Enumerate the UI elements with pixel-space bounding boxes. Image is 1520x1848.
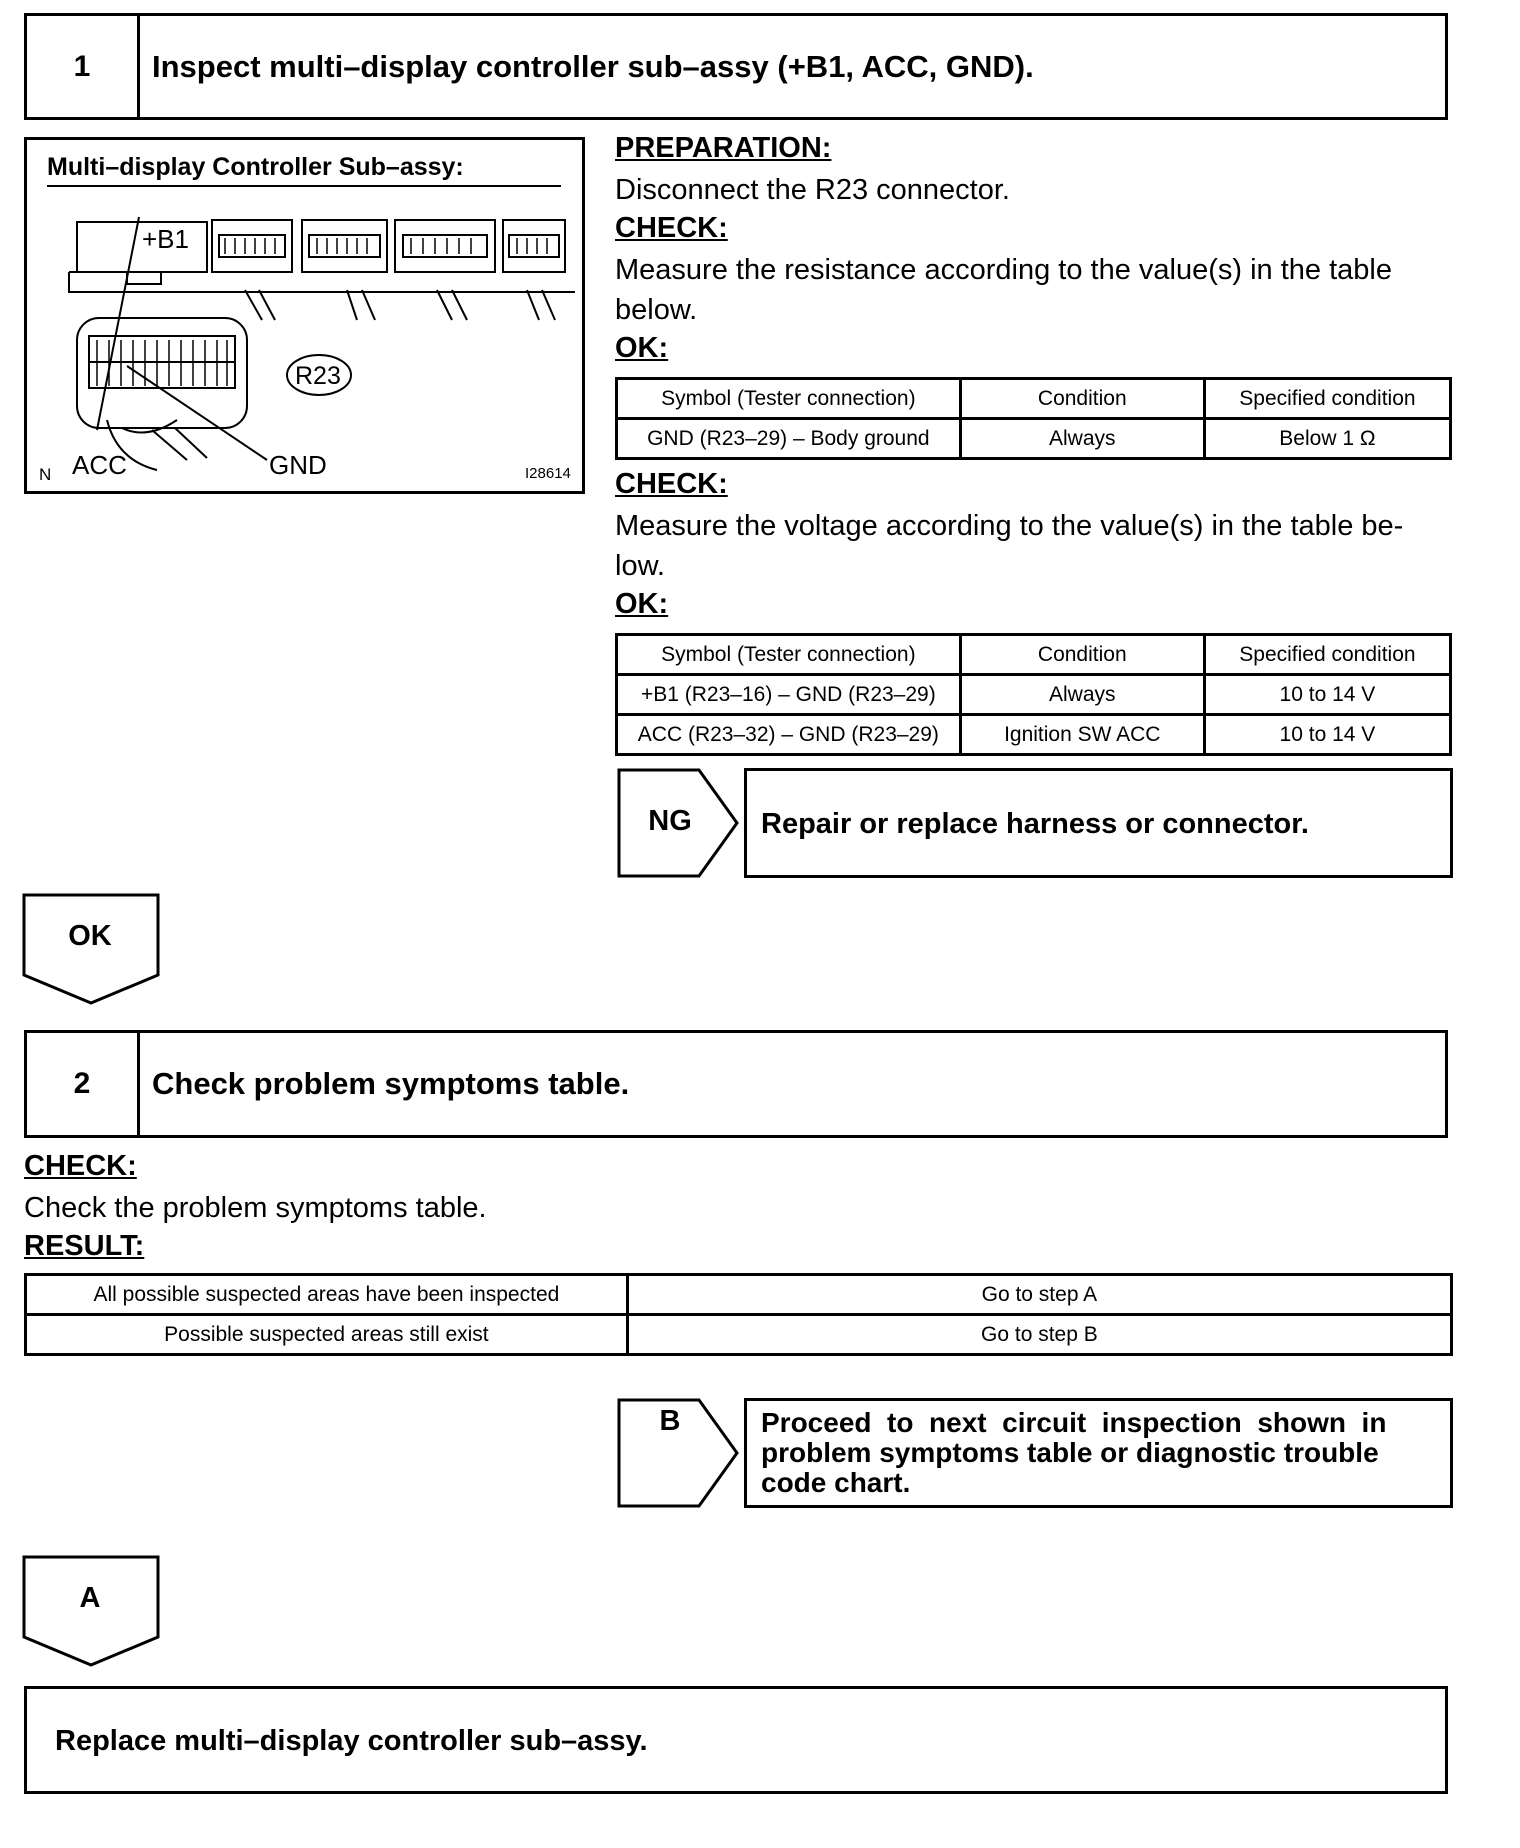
step2-header (24, 1030, 1448, 1138)
table-header: Specified condition (1204, 379, 1450, 419)
check1-text-2: below. (615, 294, 698, 326)
label-b1: +B1 (142, 224, 189, 254)
table-cell: All possible suspected areas have been inspected (26, 1275, 628, 1315)
label-r23: R23 (295, 362, 341, 390)
step2-title: Check problem symptoms table. (152, 1066, 630, 1101)
connector-diagram (27, 140, 582, 491)
label-acc: ACC (72, 450, 127, 480)
table-cell: Below 1 Ω (1204, 419, 1450, 459)
table-cell: Go to step A (627, 1275, 1451, 1315)
check2-text-2: low. (615, 550, 665, 582)
table-row (26, 1315, 1452, 1355)
b-label: B (659, 1405, 681, 1437)
step2-check-text: Check the problem symptoms table. (24, 1192, 487, 1224)
table-row (617, 419, 1451, 459)
table-header: Condition (960, 379, 1204, 419)
result-table (24, 1273, 1453, 1356)
table-cell: Always (960, 419, 1204, 459)
check2-text-1: Measure the voltage according to the value(s) in the table be- (615, 510, 1404, 542)
figure-title: Multi–display Controller Sub–assy: (47, 153, 464, 181)
table-header: Specified condition (1204, 635, 1450, 675)
check1-heading: CHECK: (615, 212, 728, 244)
table-cell: 10 to 14 V (1204, 675, 1450, 715)
table-row (26, 1275, 1452, 1315)
table-cell: Ignition SW ACC (960, 715, 1204, 755)
a-label: A (79, 1582, 101, 1614)
check1-text-1: Measure the resistance according to the value(s) in the table (615, 254, 1392, 286)
resistance-table (615, 377, 1452, 460)
ok2-heading: OK: (615, 588, 669, 620)
ng-label: NG (648, 805, 692, 837)
result-heading: RESULT: (24, 1230, 145, 1262)
step1-header (24, 13, 1448, 120)
ng-action-text: Repair or replace harness or connector. (761, 808, 1309, 840)
table-cell: Possible suspected areas still exist (26, 1315, 628, 1355)
final-action-text: Replace multi–display controller sub–assy. (55, 1725, 648, 1757)
table-cell: 10 to 14 V (1204, 715, 1450, 755)
table-header: Condition (960, 635, 1204, 675)
preparation-text: Disconnect the R23 connector. (615, 174, 1010, 206)
b-action-line-1: Proceed to next circuit inspection shown in (761, 1407, 1387, 1438)
ok1-heading: OK: (615, 332, 669, 364)
table-header-row (617, 379, 1451, 419)
preparation-heading: PREPARATION: (615, 132, 832, 164)
table-cell: +B1 (R23–16) – GND (R23–29) (617, 675, 961, 715)
step2-number: 2 (27, 1033, 140, 1135)
connector-figure (24, 137, 585, 494)
table-row (617, 675, 1451, 715)
figure-code: I28614 (525, 465, 571, 482)
table-header: Symbol (Tester connection) (617, 635, 961, 675)
b-action-line-3: code chart. (761, 1467, 911, 1498)
voltage-table (615, 633, 1452, 756)
label-n: N (39, 465, 52, 484)
ng-action-box (744, 768, 1453, 878)
table-header: Symbol (Tester connection) (617, 379, 961, 419)
step2-check-heading: CHECK: (24, 1150, 137, 1182)
ok-label: OK (68, 920, 112, 952)
table-cell: ACC (R23–32) – GND (R23–29) (617, 715, 961, 755)
table-cell: GND (R23–29) – Body ground (617, 419, 961, 459)
table-cell: Go to step B (627, 1315, 1451, 1355)
step1-title: Inspect multi–display controller sub–assy (+B1, ACC, GND). (152, 48, 1034, 84)
table-header-row (617, 635, 1451, 675)
final-action-box (24, 1686, 1448, 1794)
b-action-line-2: problem symptoms table or diagnostic trouble (761, 1437, 1379, 1468)
check2-heading: CHECK: (615, 468, 728, 500)
label-gnd: GND (269, 450, 327, 480)
step1-number: 1 (27, 16, 140, 117)
b-action-box (744, 1398, 1453, 1508)
table-cell: Always (960, 675, 1204, 715)
table-row (617, 715, 1451, 755)
